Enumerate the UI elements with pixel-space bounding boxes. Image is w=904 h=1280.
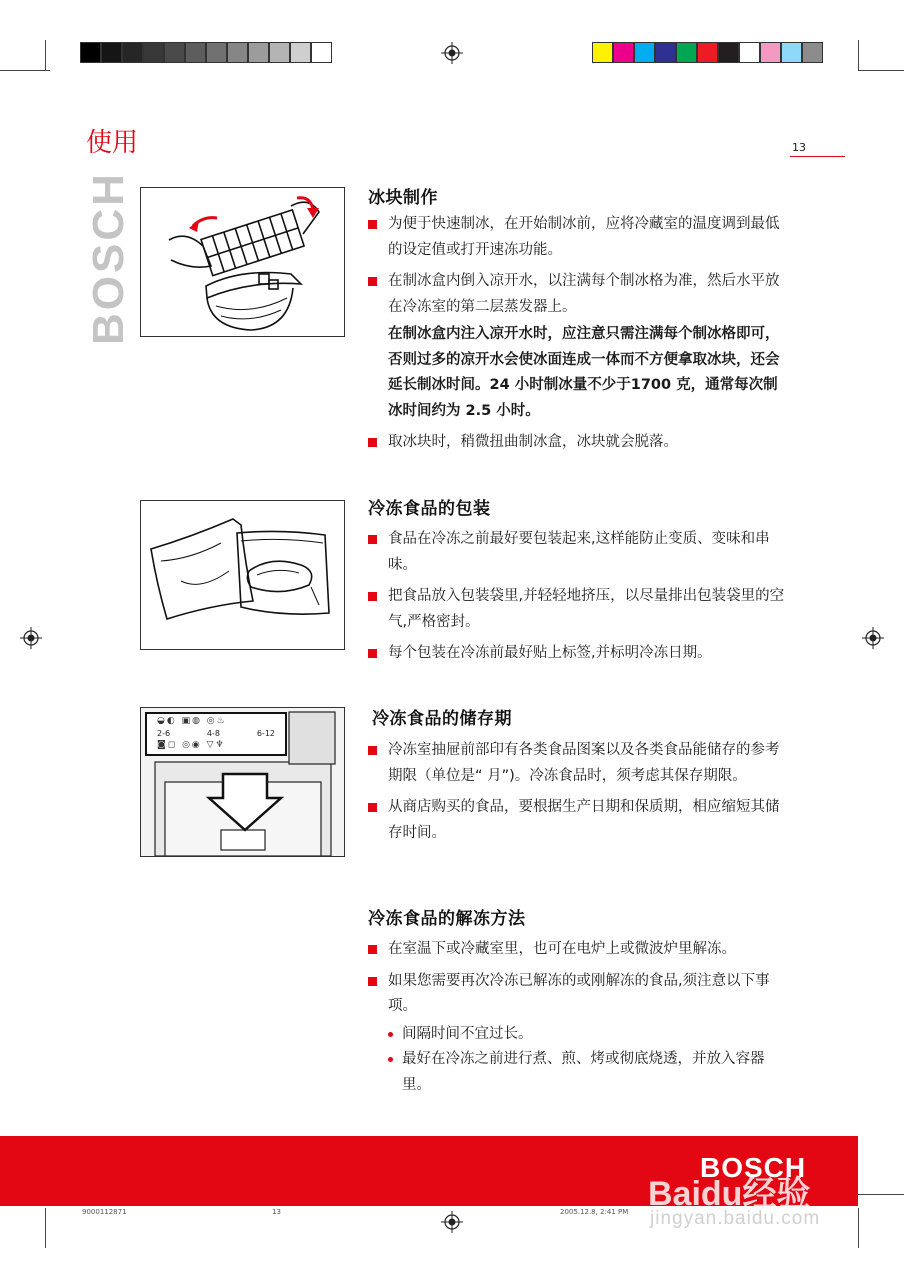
crop-mark [45, 40, 46, 70]
color-swatch [248, 42, 269, 63]
red-square-bullet-icon [368, 746, 377, 755]
period-label: 4-8 [206, 729, 220, 738]
sublist-item: 间隔时间不宜过长。 [388, 1022, 786, 1048]
crop-mark [0, 70, 50, 71]
red-dot-bullet-icon [388, 1057, 393, 1062]
color-swatch [80, 42, 101, 63]
red-square-bullet-icon [368, 535, 377, 544]
thawing-instructions-list [368, 937, 786, 1104]
color-swatch [269, 42, 290, 63]
color-swatch [718, 42, 739, 63]
period-label: 6-12 [256, 729, 275, 738]
crop-mark [858, 1194, 904, 1195]
storage-period-panel [145, 712, 287, 756]
color-swatch [739, 42, 760, 63]
registration-mark-icon [20, 627, 42, 649]
list-item: 如果您需要再次冷冻已解冻的或刚解冻的食品,须注意以下事项。 间隔时间不宜过长。 最好在冷冻之前进行煮、煎、烤或彻底烧透，并放入容器里。 [368, 969, 786, 1099]
section-title-thawing: 冷冻食品的解冻方法 [368, 909, 526, 929]
baidu-watermark: Baidu经验 [648, 1175, 811, 1213]
list-item: 在室温下或冷藏室里，也可在电炉上或微波炉里解冻。 [368, 937, 786, 963]
color-swatch [802, 42, 823, 63]
red-square-bullet-icon [368, 977, 377, 986]
list-item: 取冰块时，稍微扭曲制冰盒，冰块就会脱落。 [368, 430, 786, 456]
list-item: 冷冻室抽屉前部印有各类食品图案以及各类食品能储存的参考期限（单位是“ 月”)。冷冻食品时，须考虑其保存期限。 [368, 738, 786, 789]
section-title-packaging: 冷冻食品的包装 [368, 499, 491, 519]
food-symbols-row-1: ◒◐ ▣◍ ◎♨ [157, 716, 227, 726]
color-swatch [143, 42, 164, 63]
list-item: 食品在冷冻之前最好要包装起来,这样能防止变质、变味和串味。 [368, 527, 786, 578]
color-swatch [676, 42, 697, 63]
food-packaging-illustration [140, 500, 345, 650]
crop-mark [858, 70, 904, 71]
slug-date: 2005.12.8, 2:41 PM [560, 1208, 629, 1216]
food-symbols-row-2: ◙◻ ◎◉ ▽♆ [157, 740, 226, 750]
crop-mark [858, 40, 859, 70]
page-title: 使用 [86, 128, 139, 158]
list-item: 为便于快速制冰，在开始制冰前，应将冷藏室的温度调到最低的设定值或打开速冻功能。 [368, 212, 786, 263]
color-swatch [697, 42, 718, 63]
ice-note: 在制冰盒内注入凉开水时，应注意只需注满每个制冰格即可，否则过多的凉开水会使冰面连成一体而不方便拿取冰块，还会延长制冰时间。24 小时制冰量不少于1700 克，通常每次制冰时间约为 2.5 小时。 [388, 326, 780, 419]
ice-tray-drawing [141, 188, 344, 336]
section-title-storage: 冷冻食品的储存期 [372, 709, 512, 729]
registration-mark-icon [441, 1211, 463, 1233]
registration-mark-icon [441, 42, 463, 64]
color-swatch [101, 42, 122, 63]
bosch-vertical-logo: BOSCH [84, 171, 133, 345]
color-swatch [613, 42, 634, 63]
slug-code: 9000112871 [82, 1208, 127, 1216]
color-swatch [760, 42, 781, 63]
red-square-bullet-icon [368, 945, 377, 954]
color-swatch [634, 42, 655, 63]
registration-mark-icon [862, 627, 884, 649]
crop-mark [45, 1208, 46, 1248]
packaging-instructions-list [368, 527, 786, 673]
ice-instructions-list [368, 212, 786, 462]
red-square-bullet-icon [368, 803, 377, 812]
storage-instructions-list [368, 738, 786, 852]
list-item: 在制冰盒内倒入凉开水，以注满每个制冰格为准，然后水平放在冷冻室的第二层蒸发器上。 在制冰盒内注入凉开水时，应注意只需注满每个制冰格即可，否则过多的凉开水会使冰面连成一体而不方便拿取冰块，还会延长制冰时间。24 小时制冰量不少于1700 克，通常每次制冰时间约为 2.5 小时。 [368, 269, 786, 424]
red-square-bullet-icon [368, 592, 377, 601]
list-item: 从商店购买的食品，要根据生产日期和保质期，相应缩短其储存时间。 [368, 795, 786, 846]
color-swatch [290, 42, 311, 63]
color-swatch [185, 42, 206, 63]
list-item: 把食品放入包装袋里,并轻轻地挤压，以尽量排出包装袋里的空气,严格密封。 [368, 584, 786, 635]
page-number: 13 [792, 141, 806, 154]
crop-mark [858, 1208, 859, 1248]
slug-page: 13 [272, 1208, 281, 1216]
footer-bosch-logo: BOSCH [700, 1152, 807, 1183]
period-label: 2-6 [157, 729, 171, 738]
freezer-drawer-illustration [140, 707, 345, 857]
color-swatch [592, 42, 613, 63]
sublist-item: 最好在冷冻之前进行煮、煎、烤或彻底烧透，并放入容器里。 [388, 1047, 786, 1098]
color-swatch [781, 42, 802, 63]
ice-tray-illustration [140, 187, 345, 337]
color-swatch [311, 42, 332, 63]
page-number-rule [790, 156, 845, 157]
period-labels-row [157, 729, 275, 738]
baidu-watermark-url: jingyan.baidu.com [650, 1208, 821, 1229]
thawing-sublist [388, 1022, 786, 1099]
color-swatch [655, 42, 676, 63]
color-swatch [122, 42, 143, 63]
red-square-bullet-icon [368, 277, 377, 286]
red-square-bullet-icon [368, 438, 377, 447]
color-swatch [164, 42, 185, 63]
food-packaging-drawing [141, 501, 344, 649]
color-swatch [206, 42, 227, 63]
red-square-bullet-icon [368, 649, 377, 658]
section-title-ice: 冰块制作 [368, 188, 438, 208]
color-swatch [227, 42, 248, 63]
list-item: 每个包装在冷冻前最好贴上标签,并标明冷冻日期。 [368, 641, 786, 667]
red-dot-bullet-icon [388, 1032, 393, 1037]
red-square-bullet-icon [368, 220, 377, 229]
